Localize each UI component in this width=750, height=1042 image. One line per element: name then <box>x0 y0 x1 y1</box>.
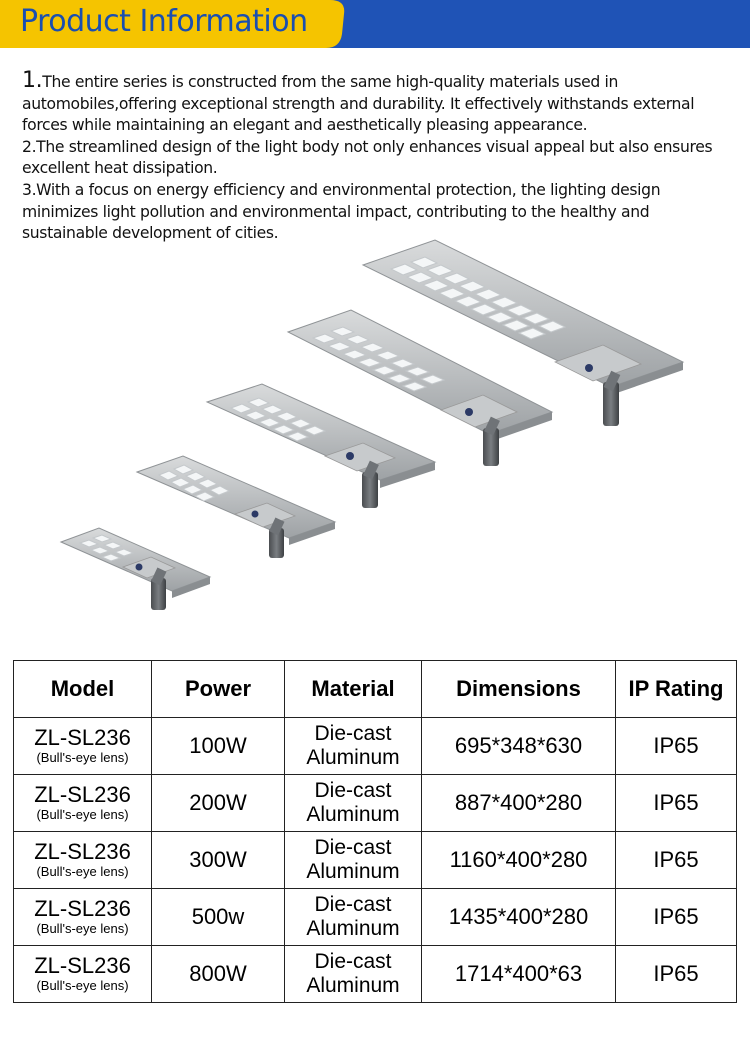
header-ip-rating: IP Rating <box>616 661 737 718</box>
material-line-1: Die-cast <box>314 722 392 745</box>
cell-power: 300W <box>152 832 285 889</box>
cell-ip-rating: IP65 <box>616 889 737 946</box>
header-material: Material <box>285 661 422 718</box>
cell-model <box>14 832 152 889</box>
description-point-1 <box>22 70 737 137</box>
material-line-2: Aluminum <box>306 746 400 769</box>
model-name: ZL-SL236 <box>34 839 131 864</box>
model-lens: (Bull's-eye lens) <box>36 750 129 765</box>
table-header-row <box>14 661 737 718</box>
header-power: Power <box>152 661 285 718</box>
table-row <box>14 718 737 775</box>
header-banner <box>0 0 750 48</box>
product-description <box>22 70 737 245</box>
cell-material <box>285 832 422 889</box>
cell-power: 500w <box>152 889 285 946</box>
cell-material <box>285 718 422 775</box>
description-point-3: 3.With a focus on energy efficiency and environmental protection, the lighting design minimizes light pollution and environmental impact, contributing to the healthy and sustainable development of cities. <box>22 180 661 243</box>
point-1-text: The entire series is constructed from the same high-quality materials used in automobiles,offering exceptional strength and durability. It effectively withstands external forces while maintaining an elegant and aesthetically pleasing appearance. <box>22 73 695 135</box>
model-lens: (Bull's-eye lens) <box>36 921 129 936</box>
cell-model <box>14 718 152 775</box>
spec-table <box>13 660 737 1003</box>
material-line-1: Die-cast <box>314 950 392 973</box>
table-row <box>14 889 737 946</box>
cell-ip-rating: IP65 <box>616 832 737 889</box>
point-1-number: 1. <box>22 68 43 93</box>
cell-dimensions: 1160*400*280 <box>422 832 616 889</box>
cell-dimensions: 1435*400*280 <box>422 889 616 946</box>
cell-power: 800W <box>152 946 285 1003</box>
product-image <box>55 232 695 632</box>
cell-ip-rating: IP65 <box>616 775 737 832</box>
table-row <box>14 775 737 832</box>
model-name: ZL-SL236 <box>34 953 131 978</box>
cell-material <box>285 946 422 1003</box>
table-row <box>14 832 737 889</box>
material-line-2: Aluminum <box>306 917 400 940</box>
cell-power: 200W <box>152 775 285 832</box>
cell-ip-rating: IP65 <box>616 718 737 775</box>
cell-material <box>285 775 422 832</box>
lamp-200w <box>137 456 335 558</box>
model-lens: (Bull's-eye lens) <box>36 978 129 993</box>
model-name: ZL-SL236 <box>34 896 131 921</box>
model-lens: (Bull's-eye lens) <box>36 864 129 879</box>
cell-model <box>14 946 152 1003</box>
cell-dimensions: 695*348*630 <box>422 718 616 775</box>
material-line-2: Aluminum <box>306 860 400 883</box>
cell-model <box>14 889 152 946</box>
header-dimensions: Dimensions <box>422 661 616 718</box>
description-point-2: 2.The streamlined design of the light body not only enhances visual appeal but also ensures excellent heat dissipation. <box>22 137 713 178</box>
material-line-1: Die-cast <box>314 893 392 916</box>
material-line-1: Die-cast <box>314 779 392 802</box>
material-line-1: Die-cast <box>314 836 392 859</box>
cell-material <box>285 889 422 946</box>
cell-ip-rating: IP65 <box>616 946 737 1003</box>
model-lens: (Bull's-eye lens) <box>36 807 129 822</box>
material-line-2: Aluminum <box>306 803 400 826</box>
table-row <box>14 946 737 1003</box>
cell-model <box>14 775 152 832</box>
page-title: Product Information <box>20 4 308 39</box>
cell-dimensions: 1714*400*63 <box>422 946 616 1003</box>
lamp-100w <box>61 528 210 610</box>
street-lights-image <box>55 232 695 632</box>
cell-power: 100W <box>152 718 285 775</box>
material-line-2: Aluminum <box>306 974 400 997</box>
header-model: Model <box>14 661 152 718</box>
model-name: ZL-SL236 <box>34 725 131 750</box>
model-name: ZL-SL236 <box>34 782 131 807</box>
cell-dimensions: 887*400*280 <box>422 775 616 832</box>
